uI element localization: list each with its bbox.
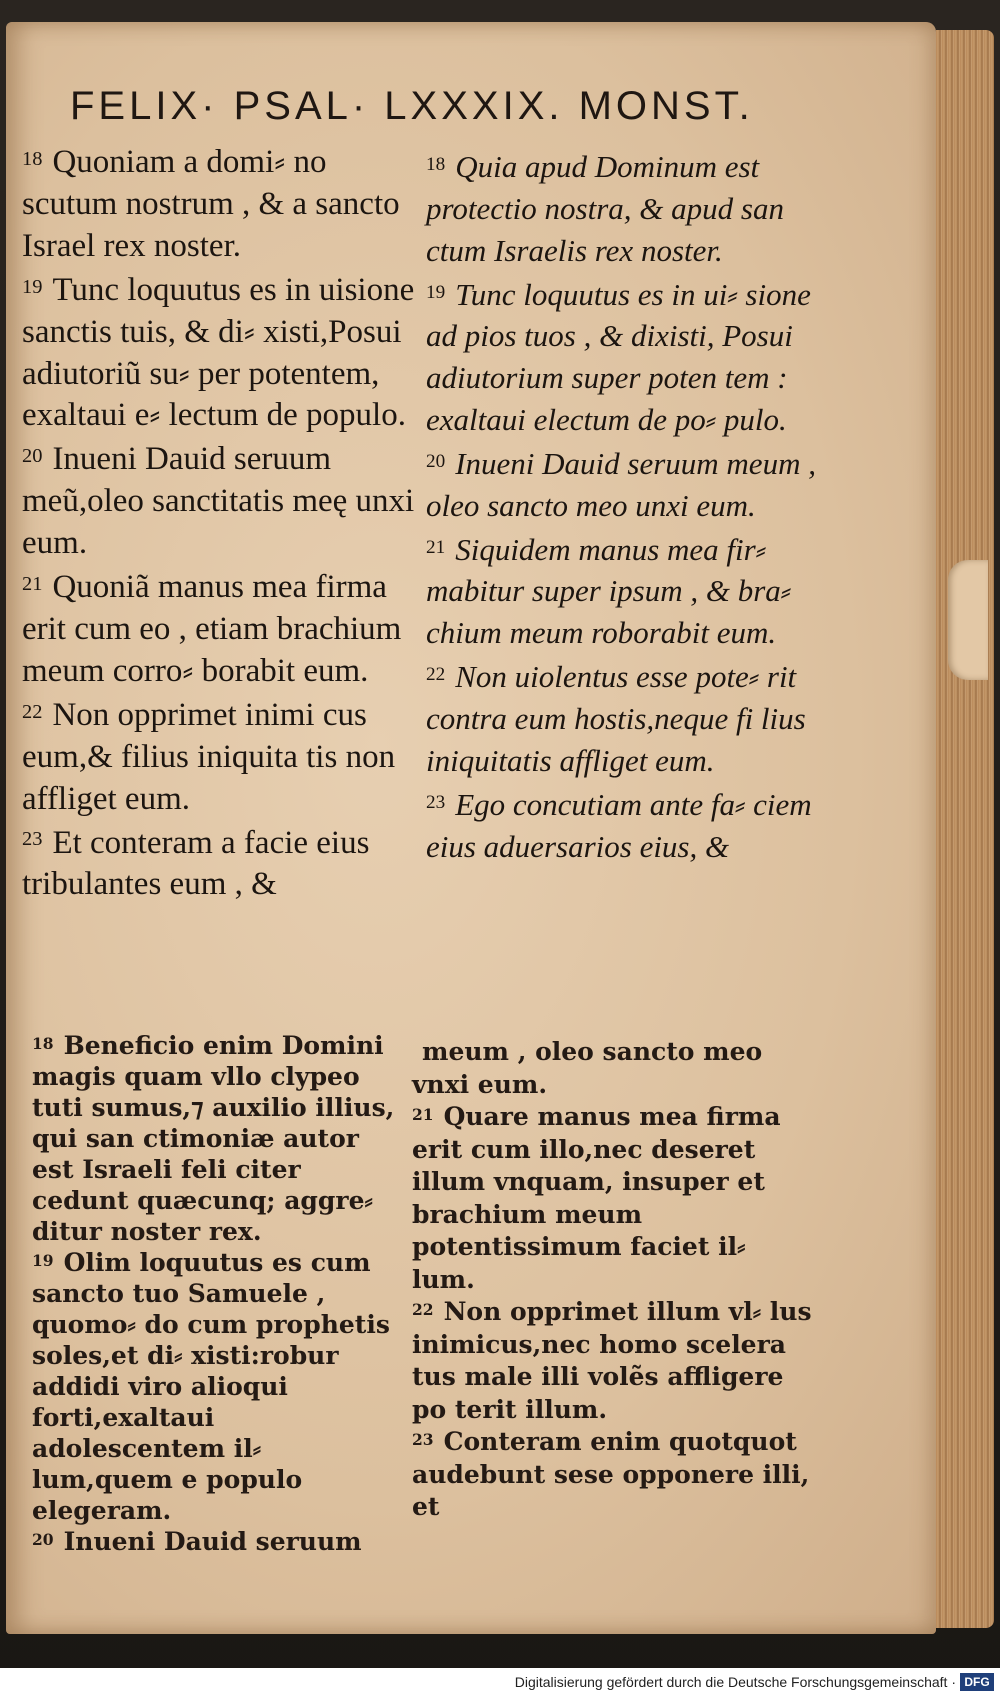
verse-number: 21 bbox=[22, 572, 43, 595]
verse-text: Inueni Dauid seruum meũ,oleo sanctitatis meę unxi eum. bbox=[22, 441, 415, 562]
verse-number: 20 bbox=[22, 445, 43, 468]
verse-text: Tunc loquutus es in ui⸗ sione ad pios tuos , & dixisti, Posui adiutorium super poten tem : exaltaui electum de po⸗ pulo. bbox=[426, 276, 811, 438]
verse-number: 18 bbox=[426, 154, 446, 176]
verse bbox=[426, 274, 836, 441]
verse-text: Inueni Dauid seruum bbox=[63, 1527, 362, 1556]
verse-text: Inueni Dauid seruum meum , oleo sancto meo unxi eum. bbox=[426, 445, 816, 523]
verse bbox=[22, 823, 417, 907]
commentary-verse bbox=[412, 1036, 812, 1101]
funding-credit: Digitalisierung gefördert durch die Deutsche Forschungsgemeinschaft · bbox=[514, 1674, 956, 1690]
verse-text: Beneficio enim Domini magis quam vllo clypeo tuti sumus,⁊ auxilio illius, qui san ctimoniæ autor est Israeli feli citer cedunt quæcunq; aggre⸗ ditur noster rex. bbox=[32, 1031, 395, 1246]
verse-text: Quare manus mea firma erit cum illo,nec deseret illum vnquam, insuper et brachium meum potentissimum faciet il⸗ lum. bbox=[412, 1102, 781, 1294]
verse bbox=[426, 784, 836, 868]
verse bbox=[22, 439, 417, 565]
verse-text: meum , oleo sancto meo vnxi eum. bbox=[412, 1037, 763, 1099]
verse-number: 23 bbox=[412, 1429, 434, 1449]
verse-number: 21 bbox=[426, 536, 446, 558]
verse bbox=[22, 567, 417, 693]
verse bbox=[426, 443, 836, 527]
verse-number: 20 bbox=[32, 1529, 54, 1549]
verse-text: Non opprimet illum vl⸗ lus inimicus,nec homo scelera tus male illi volẽs affligere po terit illum. bbox=[412, 1297, 812, 1424]
verse-text: Non uiolentus esse pote⸗ rit contra eum hostis,neque fi lius iniquitatis affliget eum. bbox=[426, 659, 806, 778]
verse-text: Et conteram a facie eius tribulantes eum , & bbox=[22, 824, 370, 903]
verse-text: Quia apud Dominum est protectio nostra, & apud san ctum Israelis rex noster. bbox=[426, 149, 784, 268]
commentary-right-column bbox=[412, 1036, 812, 1524]
commentary-verse bbox=[32, 1526, 404, 1557]
verse bbox=[426, 656, 836, 782]
verse-number: 22 bbox=[22, 700, 43, 723]
verse-text: Siquidem manus mea fir⸗ mabitur super ipsum , & bra⸗ chium meum roborabit eum. bbox=[426, 531, 792, 651]
page-edges bbox=[936, 30, 994, 1628]
right-column bbox=[426, 146, 836, 869]
commentary-verse bbox=[412, 1426, 812, 1524]
commentary-verse bbox=[412, 1296, 812, 1426]
verse-number: 19 bbox=[22, 275, 43, 298]
verse-text: Quoniam a domi⸗ no scutum nostrum , & a sancto Israel rex noster. bbox=[22, 144, 400, 264]
commentary-verse bbox=[32, 1247, 404, 1526]
verse-number: 23 bbox=[426, 791, 446, 813]
left-column bbox=[22, 142, 417, 908]
verse bbox=[22, 695, 417, 821]
verse-number: 19 bbox=[426, 281, 446, 303]
verse-text: Non opprimet inimi cus eum,& filius iniquita tis non affliget eum. bbox=[22, 696, 396, 817]
verse bbox=[426, 529, 836, 655]
verse-text: Quoniã manus mea firma erit cum eo , etiam brachium meum corro⸗ borabit eum. bbox=[22, 569, 402, 689]
verse-number: 23 bbox=[22, 828, 43, 851]
verse bbox=[22, 270, 417, 438]
page-tab bbox=[948, 560, 988, 680]
verse-number: 19 bbox=[32, 1250, 54, 1270]
verse-number: 18 bbox=[22, 147, 43, 170]
verse-number: 18 bbox=[32, 1033, 54, 1053]
verse-number: 20 bbox=[426, 451, 446, 473]
verse-number: 22 bbox=[412, 1299, 434, 1319]
verse-number: 21 bbox=[412, 1104, 434, 1124]
verse-number: 22 bbox=[426, 664, 446, 686]
verse-text: Ego concutiam ante fa⸗ ciem eius aduersarios eius, & bbox=[426, 786, 812, 864]
running-head: FELIX· PSAL· LXXXIX. MONST. bbox=[70, 84, 754, 128]
commentary-verse bbox=[32, 1030, 404, 1247]
commentary-verse bbox=[412, 1101, 812, 1296]
verse-text: Conteram enim quotquot audebunt sese opponere illi, et bbox=[412, 1427, 810, 1521]
commentary-left-column bbox=[32, 1030, 404, 1557]
verse-text: Olim loquutus es cum sancto tuo Samuele , quomo⸗ do cum prophetis soles,et di⸗ xisti:robur addidi viro alioqui forti,exaltaui adolescentem il⸗ lum,quem e populo elegeram. bbox=[32, 1248, 390, 1525]
verse-text: Tunc loquutus es in uisione sanctis tuis, & di⸗ xisti,Posui adiutoriũ su⸗ per potentem, exaltaui e⸗ lectum de populo. bbox=[22, 271, 415, 434]
verse bbox=[426, 146, 836, 272]
dfg-logo: DFG bbox=[960, 1673, 994, 1691]
verse bbox=[22, 142, 417, 268]
